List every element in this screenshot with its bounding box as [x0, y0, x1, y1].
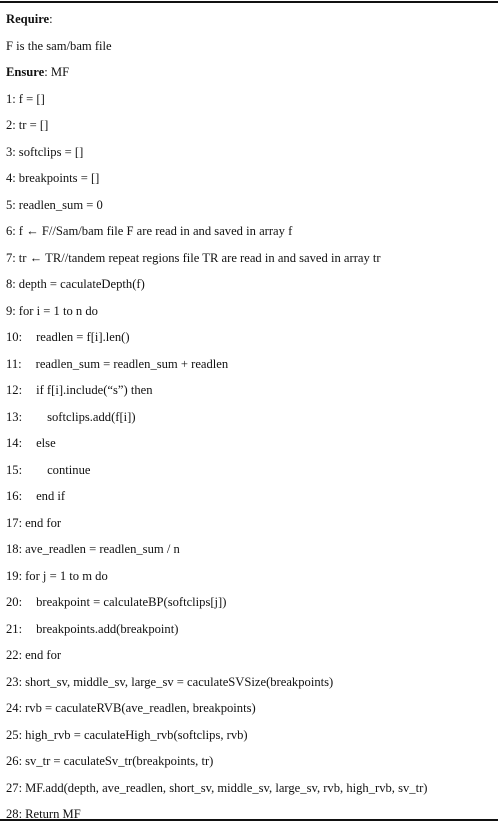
step-code: tr = []: [18, 118, 49, 132]
step-code: tr ← TR//tandem repeat regions file TR are read in and saved in array tr: [18, 250, 381, 265]
algorithm-lines: [6, 6, 498, 828]
step-number: 9:: [6, 303, 16, 318]
step-code: sv_tr = caculateSv_tr(breakpoints, tr): [25, 754, 214, 768]
step-number: 21:: [6, 621, 23, 636]
bottom-rule: [0, 819, 498, 821]
step-line: [6, 298, 498, 325]
step-code: readlen = f[i].len(): [36, 330, 130, 344]
step-code: readlen_sum = 0: [18, 197, 103, 212]
step-number: 19:: [6, 568, 23, 583]
step-code: else: [36, 436, 56, 450]
step-line: [6, 801, 498, 828]
step-code: breakpoints = []: [18, 171, 100, 185]
step-number: 13:: [6, 409, 23, 424]
step-number: 2:: [6, 118, 16, 132]
step-number: 11:: [6, 356, 22, 371]
step-line: [6, 536, 498, 563]
step-line: [6, 589, 498, 616]
top-rule: [0, 1, 498, 3]
step-code: end for: [25, 515, 62, 530]
step-number: 3:: [6, 144, 16, 159]
step-number: 20:: [6, 595, 23, 609]
require-keyword: Require: [6, 12, 50, 26]
step-number: 15:: [6, 462, 23, 477]
step-number: 18:: [6, 542, 23, 556]
step-line: [6, 112, 498, 139]
step-number: 28:: [6, 807, 23, 821]
step-line: [6, 748, 498, 775]
step-number: 16:: [6, 489, 23, 503]
step-number: 12:: [6, 383, 23, 397]
step-number: 24:: [6, 701, 23, 715]
step-number: 10:: [6, 330, 23, 344]
step-line: [6, 404, 498, 431]
step-number: 4:: [6, 171, 16, 185]
step-code: f ← F//Sam/bam file F are read in and saved in array f: [18, 224, 293, 238]
step-line: [6, 324, 498, 351]
step-line: [6, 218, 498, 245]
step-code: for i = 1 to n do: [18, 303, 98, 318]
step-number: 6:: [6, 224, 16, 238]
step-line: [6, 457, 498, 484]
step-number: 26:: [6, 754, 23, 768]
step-code: continue: [47, 462, 91, 477]
step-code: f = []: [18, 91, 45, 106]
step-code: end for: [25, 648, 62, 662]
step-line: [6, 86, 498, 113]
step-number: 25:: [6, 727, 23, 742]
step-number: 23:: [6, 674, 23, 689]
require-line: [6, 6, 498, 33]
step-number: 7:: [6, 250, 16, 265]
step-line: [6, 510, 498, 537]
step-line: [6, 351, 498, 378]
step-code: breakpoint = calculateBP(softclips[j]): [36, 595, 227, 609]
step-code: for j = 1 to m do: [25, 568, 108, 583]
step-code: short_sv, middle_sv, large_sv = caculateSVSize(breakpoints): [25, 674, 334, 689]
step-number: 1:: [6, 91, 16, 106]
step-number: 8:: [6, 277, 16, 291]
step-code: softclips.add(f[i]): [47, 409, 136, 424]
step-line: [6, 377, 498, 404]
step-line: [6, 483, 498, 510]
step-line: [6, 775, 498, 802]
step-line: [6, 245, 498, 272]
step-line: [6, 271, 498, 298]
step-line: [6, 192, 498, 219]
step-number: 14:: [6, 436, 23, 450]
step-code: readlen_sum = readlen_sum + readlen: [35, 356, 229, 371]
step-number: 22:: [6, 648, 23, 662]
step-line: [6, 695, 498, 722]
step-line: [6, 642, 498, 669]
step-code: Return MF: [25, 807, 81, 821]
step-line: [6, 165, 498, 192]
step-line: [6, 722, 498, 749]
step-code: if f[i].include(“s”) then: [36, 383, 153, 397]
input-description-text: F is the sam/bam file: [6, 38, 112, 53]
step-code: softclips = []: [18, 144, 84, 159]
step-number: 5:: [6, 197, 16, 212]
step-line: [6, 430, 498, 457]
step-code: depth = caculateDepth(f): [18, 277, 145, 291]
require-colon: :: [49, 12, 53, 26]
step-code: ave_readlen = readlen_sum / n: [25, 542, 180, 556]
input-description: [6, 33, 498, 60]
step-number: 17:: [6, 515, 23, 530]
step-code: high_rvb = caculateHigh_rvb(softclips, rvb): [25, 727, 248, 742]
step-code: breakpoints.add(breakpoint): [36, 621, 179, 636]
step-code: MF.add(depth, ave_readlen, short_sv, middle_sv, large_sv, rvb, high_rvb, sv_tr): [25, 780, 428, 795]
ensure-keyword: Ensure: [6, 65, 45, 79]
step-line: [6, 139, 498, 166]
step-code: end if: [36, 489, 66, 503]
step-line: [6, 563, 498, 590]
ensure-line: [6, 59, 498, 86]
step-number: 27:: [6, 780, 23, 795]
step-line: [6, 616, 498, 643]
ensure-output: : MF: [44, 65, 70, 79]
step-code: rvb = caculateRVB(ave_readlen, breakpoints): [25, 701, 256, 715]
step-line: [6, 669, 498, 696]
